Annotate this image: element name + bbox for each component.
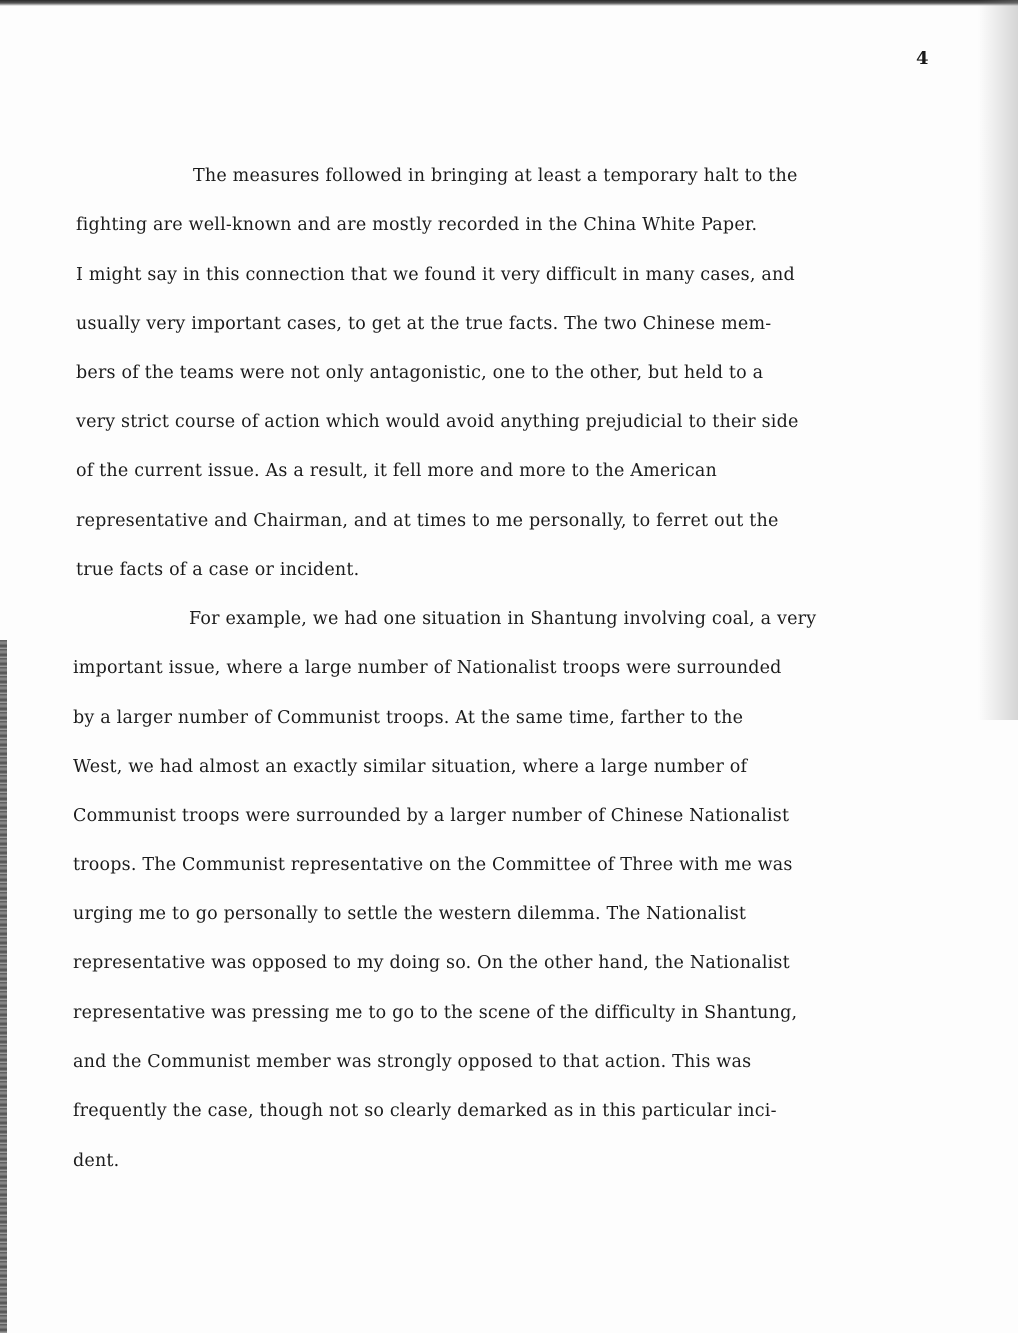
paragraph-1-line-1: The measures followed in bringing at least a temporary halt to the: [193, 166, 798, 186]
paragraph-2-line-9: representative was pressing me to go to the scene of the difficulty in Shantung,: [73, 1003, 798, 1023]
paragraph-2-line-3: by a larger number of Communist troops. At the same time, farther to the: [73, 708, 744, 728]
scan-right-shadow: [978, 0, 1018, 720]
paragraph-2-line-12: dent.: [73, 1151, 120, 1171]
paragraph-2-line-11: frequently the case, though not so clearly demarked as in this particular inci-: [73, 1101, 777, 1121]
paragraph-2-line-1: For example, we had one situation in Shantung involving coal, a very: [189, 609, 817, 629]
scan-top-edge: [0, 0, 1018, 6]
paragraph-1-line-6: very strict course of action which would avoid anything prejudicial to their side: [76, 412, 799, 432]
paragraph-1-line-8: representative and Chairman, and at times to me personally, to ferret out the: [76, 511, 779, 531]
paragraph-2-line-4: West, we had almost an exactly similar situation, where a large number of: [73, 757, 748, 777]
paragraph-1-line-2: fighting are well-known and are mostly recorded in the China White Paper.: [76, 215, 758, 235]
paragraph-1-line-3: I might say in this connection that we found it very difficult in many cases, and: [76, 265, 795, 285]
paragraph-1-line-4: usually very important cases, to get at the true facts. The two Chinese mem-: [76, 314, 772, 334]
paragraph-1-line-5: bers of the teams were not only antagonistic, one to the other, but held to a: [76, 363, 764, 383]
paragraph-1-line-9: true facts of a case or incident.: [76, 560, 360, 580]
paragraph-2-line-8: representative was opposed to my doing so. On the other hand, the Nationalist: [73, 953, 790, 973]
paragraph-2-line-7: urging me to go personally to settle the western dilemma. The Nationalist: [73, 904, 747, 924]
paragraph-2-line-6: troops. The Communist representative on the Committee of Three with me was: [73, 855, 793, 875]
page-number: 4: [916, 48, 929, 69]
paragraph-2-line-2: important issue, where a large number of Nationalist troops were surrounded: [73, 658, 782, 678]
paragraph-2-line-10: and the Communist member was strongly opposed to that action. This was: [73, 1052, 752, 1072]
scan-left-edge: [0, 640, 7, 1333]
paragraph-2-line-5: Communist troops were surrounded by a larger number of Chinese Nationalist: [73, 806, 790, 826]
paragraph-1-line-7: of the current issue. As a result, it fell more and more to the American: [76, 461, 717, 481]
